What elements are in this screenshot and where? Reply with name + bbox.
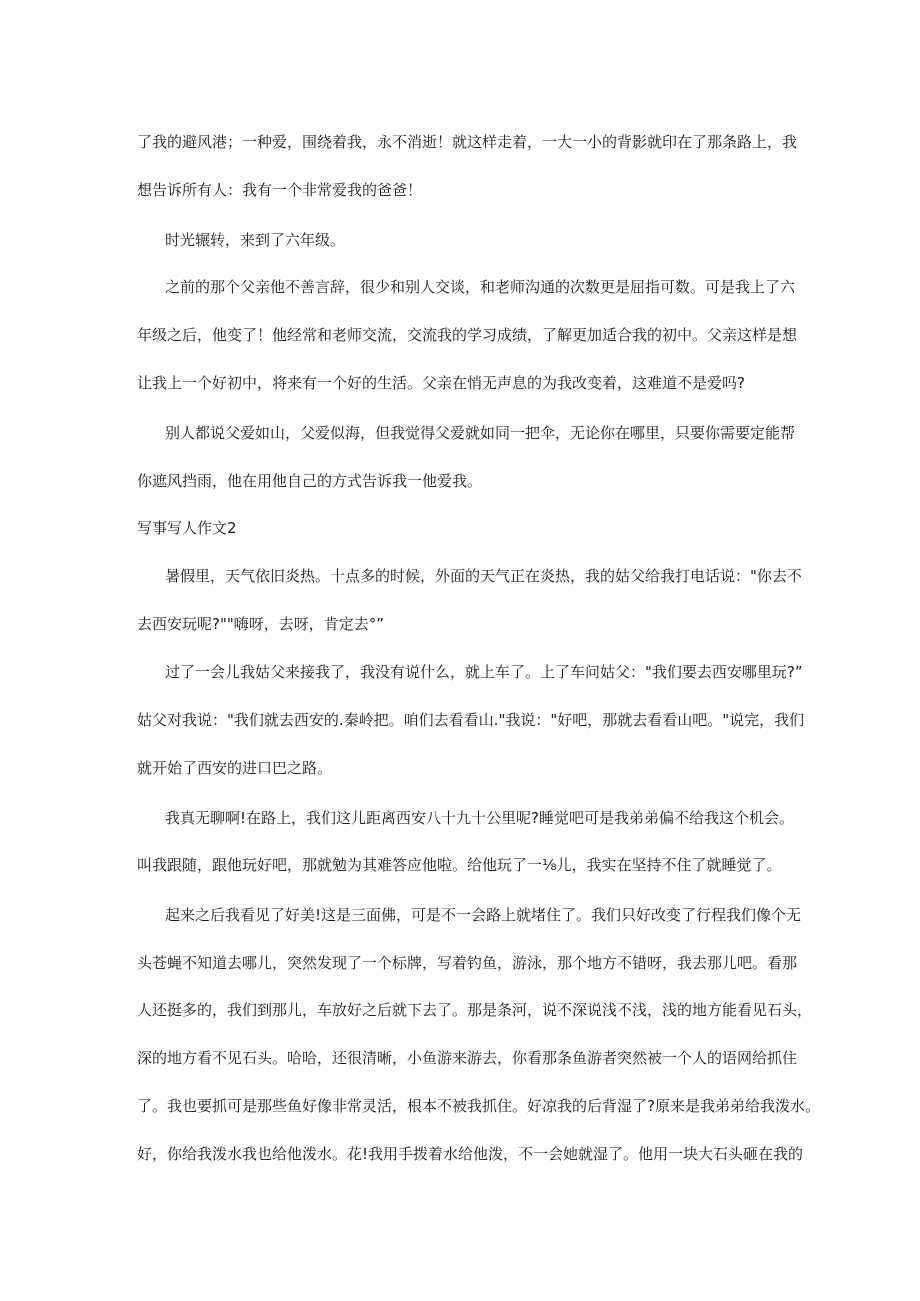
text-line: 好，你给我泼水我也给他泼水。花!我用手拨着水给他泼，不一会她就湿了。他用一块大石头砸在我的 [137,1145,804,1163]
text-line: 姑父对我说："我们就去西安的.秦岭把。咱们去看看山."我说："好吧，那就去看看山吧。"说完，我们 [137,711,805,729]
text-line: 过了一会儿我姑父来接我了，我没有说什么，就上车了。上了车问姑父："我们要去西安哪里玩?” [165,663,803,681]
text-line: 时光辗转，来到了六年级。 [165,231,346,249]
text-line: 你遮风挡雨，他在用他自己的方式告诉我一他爱我。 [137,472,483,490]
text-line: 暑假里，天气依旧炎热。十点多的时候，外面的天气正在炎热，我的姑父给我打电话说："你去不 [165,567,802,585]
text-line: 去西安玩呢?""嗨呀，去呀，肯定去°” [137,615,385,633]
text-line: 起来之后我看见了好美!这是三面佛，可是不一会路上就堵住了。我们只好改变了行程我们像个无 [165,906,802,924]
section-heading: 写事写人作文2 [137,519,237,537]
text-line: 别人都说父爱如山，父爱似海，但我觉得父爱就如同一把伞，无论你在哪里，只要你需要定能帮 [165,424,796,442]
text-line: 年级之后，他变了！他经常和老师交流，交流我的学习成绩，了解更加适合我的初中。父亲这样是想 [137,326,798,344]
text-line: 深的地方看不见石头。哈哈，还很清晰，小鱼游来游去，你看那条鱼游者突然被一个人的语网给抓住 [137,1049,798,1067]
text-line: 想告诉所有人：我有一个非常爱我的爸爸！ [137,181,423,199]
text-line: 之前的那个父亲他不善言辞，很少和别人交谈，和老师沟通的次数更是屈指可数。可是我上了六 [165,278,796,296]
text-line: 我真无聊啊!在路上，我们这儿距离西安八十九十公里呢?睡觉吧可是我弟弟偏不给我这个机会。 [165,809,794,827]
text-line: 就开始了西安的进口巴之路。 [137,759,333,777]
text-line: 人还挺多的，我们到那儿，车放好之后就下去了。那是条河，说不深说浅不浅，浅的地方能看见石头， [137,1001,813,1019]
text-line: 了我的避风港；一种爱，围绕着我，永不消逝！就这样走着，一大一小的背影就印在了那条路上，我 [137,133,798,151]
text-line: 叫我跟随，跟他玩好吧，那就勉为其难答应他啦。给他玩了一⅛儿，我实在坚持不住了就睡觉了。 [137,856,782,874]
text-line: 了。我也要抓可是那些鱼好像非常灵活，根本不被我抓住。好凉我的后背湿了?原来是我弟弟给我泼水。 [137,1097,820,1115]
text-line: 头苍蝇不知道去哪儿，突然发现了一个标牌，写着钓鱼，游泳，那个地方不错呀，我去那儿吧。看那 [137,954,798,972]
text-line: 让我上一个好初中，将来有一个好的生活。父亲在悄无声息的为我改变着，这难道不是爱吗? [137,374,745,392]
